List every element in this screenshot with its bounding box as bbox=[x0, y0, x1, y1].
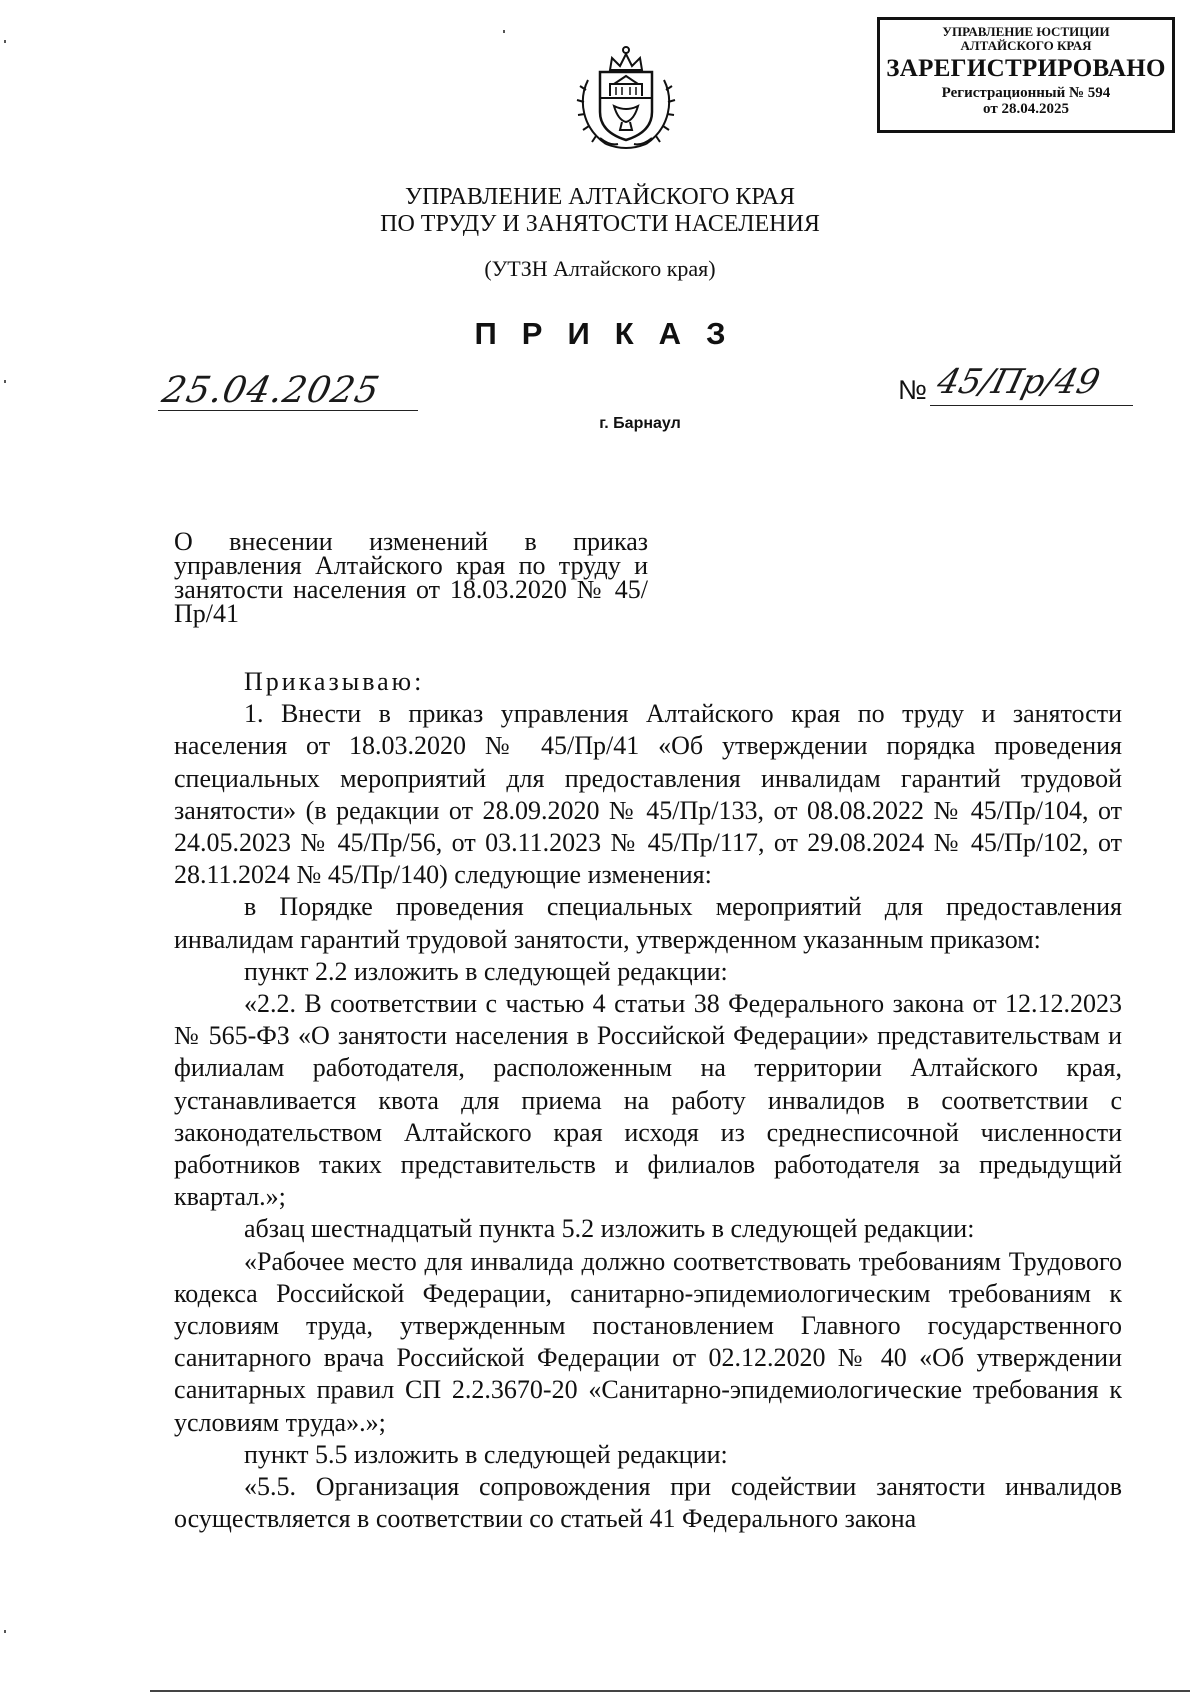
agency-name-line-2: ПО ТРУДУ И ЗАНЯТОСТИ НАСЕЛЕНИЯ bbox=[380, 211, 820, 237]
stamp-reg-number: Регистрационный № 594 bbox=[941, 84, 1111, 101]
number-underline bbox=[930, 405, 1133, 406]
scan-bottom-edge bbox=[150, 1690, 1190, 1692]
scan-speck bbox=[4, 1630, 6, 1633]
coat-of-arms-emblem bbox=[570, 40, 682, 156]
stamp-reg-date: от 28.04.2025 bbox=[983, 101, 1069, 118]
body-paragraph-1: 1. Внести в приказ управления Алтайского края по труду и занятости населения от 18.03.2020 № 45/Пр/41 «Об утверждении порядка проведения специальных мероприятий для предоставления инвалидам гарантий трудовой занятости» (в редакции от 28.09.2020 № 45/Пр/133, от 08.08.2022 № 45/Пр/104, от 24.05.2023 № 45/Пр/56, от 03.11.2023 № 45/Пр/117, от 29.08.2024 № 45/Пр/102, от 28.11.2024 № 45/Пр/140) следующие изменения: bbox=[174, 699, 1122, 890]
agency-name-line-1: УПРАВЛЕНИЕ АЛТАЙСКОГО КРАЯ bbox=[404, 184, 795, 210]
stamp-status: ЗАРЕГИСТРИРОВАНО bbox=[886, 55, 1166, 83]
order-subject: О внесении изменений в приказ управления Алтайского края по труду и занятости населения от 18.03.2020 № 45/Пр/41 bbox=[174, 527, 648, 628]
scan-speck bbox=[503, 30, 505, 33]
issue-city: г. Барнаул bbox=[599, 415, 681, 432]
order-date-handwritten: 25.04.2025 bbox=[158, 370, 384, 411]
order-number-label: № bbox=[898, 375, 927, 405]
body-paragraph-3: пункт 2.2 изложить в следующей редакции: bbox=[244, 956, 728, 986]
body-paragraph-4: «2.2. В соответствии с частью 4 статьи 38 Федерального закона от 12.12.2023 № 565-ФЗ «О занятости населения в Российской Федерации» представительствам и филиалам работодателя, расположенным на территории Алтайского края, устанавливается квота для приема на работу инвалидов в соответствии с законодательством Алтайского края исходя из среднесписочной численности работников таких представительств и филиалов работодателя за предыдущий квартал.»; bbox=[174, 989, 1122, 1212]
date-underline bbox=[158, 410, 418, 411]
body-paragraph-6: «Рабочее место для инвалида должно соответствовать требованиям Трудового кодекса Российской Федерации, санитарно-эпидемиологическим требованиям к условиям труда, утвержденным постановлением Главного государственного санитарного врача Российской Федерации от 02.12.2020 № 40 «Об утверждении санитарных правил СП 2.2.3670-20 «Санитарно-эпидемиологические требования к условиям труда».»; bbox=[174, 1246, 1122, 1437]
stamp-org-line-2: АЛТАЙСКОГО КРАЯ bbox=[960, 37, 1092, 53]
scan-speck bbox=[4, 380, 6, 383]
order-body bbox=[174, 666, 1122, 1535]
body-paragraph-8: «5.5. Организация сопровождения при содействии занятости инвалидов осуществляется в соответствии со статьей 41 Федерального закона bbox=[174, 1472, 1122, 1534]
body-paragraph-2: в Порядке проведения специальных мероприятий для предоставления инвалидам гарантий трудовой занятости, утвержденном указанным приказом: bbox=[174, 892, 1122, 954]
scan-speck bbox=[4, 40, 6, 43]
body-paragraph-7: пункт 5.5 изложить в следующей редакции: bbox=[244, 1439, 728, 1469]
order-lead: Приказываю: bbox=[244, 667, 425, 696]
order-number-handwritten: 45/Пр/49 bbox=[933, 362, 1104, 402]
agency-short-name: (УТЗН Алтайского края) bbox=[484, 256, 716, 281]
registration-stamp bbox=[877, 17, 1175, 133]
agency-name bbox=[300, 184, 900, 238]
stamp-org-line-1: УПРАВЛЕНИЕ ЮСТИЦИИ bbox=[942, 24, 1110, 39]
body-paragraph-5: абзац шестнадцатый пункта 5.2 изложить в следующей редакции: bbox=[244, 1214, 975, 1244]
document-type-title: ПРИКАЗ bbox=[474, 316, 751, 351]
